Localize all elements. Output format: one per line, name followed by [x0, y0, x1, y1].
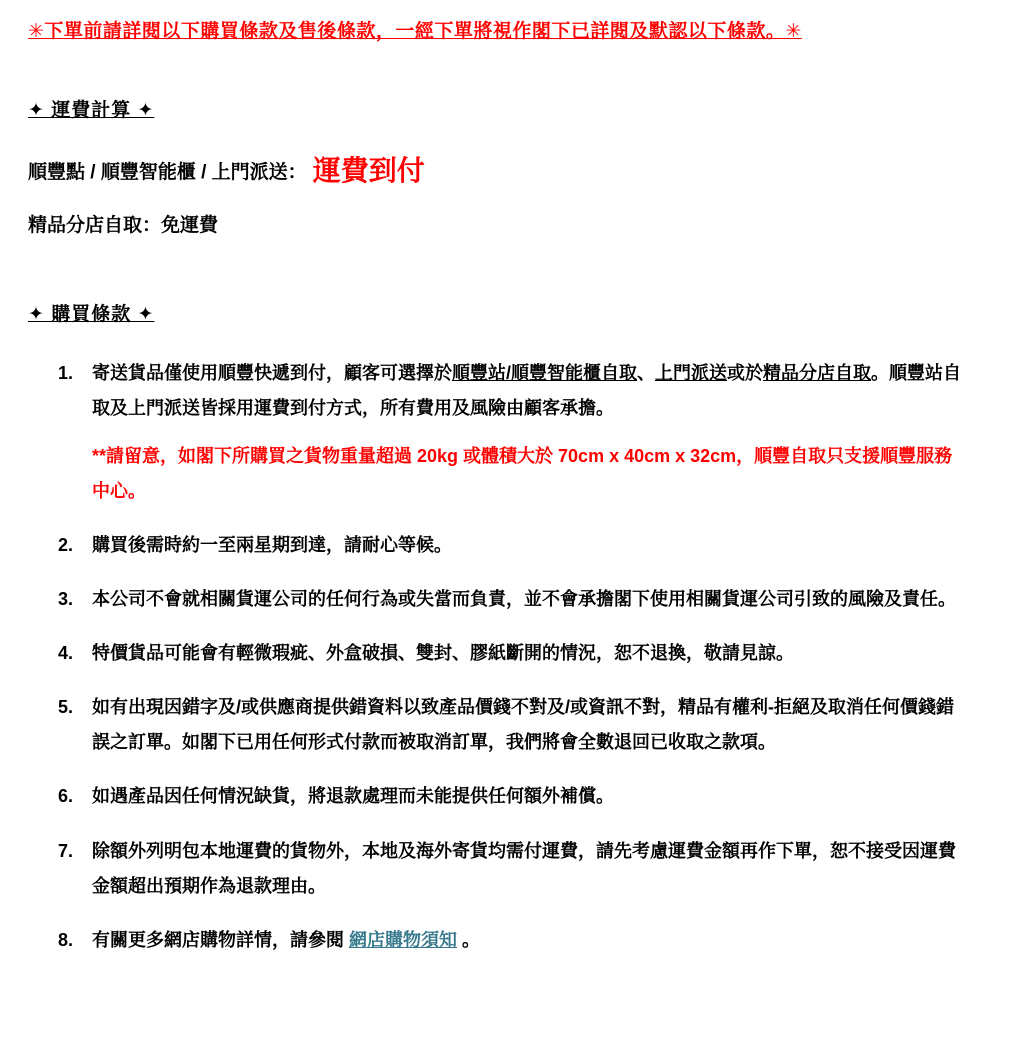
- term1-seg3: 、: [637, 362, 655, 383]
- freight-collect-highlight: 運費到付: [312, 155, 425, 186]
- term-item-delivery-time: 購買後需時約一至兩星期到達，請耐心等候。: [92, 534, 452, 555]
- term1-seg7: 。順豐站自取及上門派送皆採用運費到付方式，所有費用及風險由顧客承擔。: [92, 362, 961, 418]
- term8-suffix: 。: [457, 929, 481, 950]
- term-item-more-info: [58, 923, 968, 958]
- term1-store-pickup-underline: 精品分店自取: [763, 362, 871, 383]
- term1-seg1: 寄送貨品僅使用順豐快遞到付，顧客可選擇於: [92, 362, 452, 383]
- term-item-courier-liability: 本公司不會就相關貨運公司的任何行為或失當而負責，並不會承擔閣下使用相關貨運公司引致的風險及責任。: [92, 589, 956, 610]
- term1-seg5: 或於: [727, 362, 763, 383]
- term-item-discounted-goods: 特價貨品可能會有輕微瑕疵、外盒破損、雙封、膠紙斷開的情況，恕不退換，敬請見諒。: [92, 643, 794, 664]
- term1-sf-pickup-underline: 順豐站/順豐智能櫃自取: [452, 362, 637, 383]
- weight-limit-warning: **請留意，如閣下所購買之貨物重量超過 20kg 或體積大於 70cm x 40cm x 32cm，順豐自取只支援順豐服務中心。: [92, 445, 953, 501]
- store-pickup-line: 精品分店自取：免運費: [28, 214, 219, 236]
- shop-guide-link[interactable]: 網店購物須知: [349, 929, 457, 950]
- terms-list: [58, 356, 998, 958]
- term-item-out-of-stock: 如遇產品因任何情況缺貨，將退款處理而未能提供任何額外補償。: [92, 786, 614, 807]
- term8-prefix: 有關更多網店購物詳情，請參閱: [92, 929, 349, 950]
- term-item-pricing-errors: 如有出現因錯字及/或供應商提供錯資料以致產品價錢不對及/或資訊不對，精品有權利-拒絕及取消任何價錢錯誤之訂單。如閣下已用任何形式付款而被取消訂單，我們將會全數退回已收取之款項。: [92, 697, 954, 753]
- term-item-shipping-fees: 除額外列明包本地運費的貨物外，本地及海外寄貨均需付運費，請先考慮運費金額再作下單，恕不接受因運費金額超出預期作為退款理由。: [92, 840, 956, 896]
- purchase-terms-heading: ✦ 購買條款 ✦: [28, 303, 155, 325]
- pre-order-notice: ✳下單前請詳閱以下購買條款及售後條款，一經下單將視作閣下已詳閱及默認以下條款。✳: [28, 21, 802, 42]
- shipping-methods-label: 順豐點 / 順豐智能櫃 / 上門派送：: [28, 162, 307, 184]
- shipping-calc-heading: ✦ 運費計算 ✦: [28, 100, 155, 121]
- term-item-shipping: [58, 356, 968, 509]
- shipping-methods-line: [28, 154, 998, 188]
- term1-door-delivery-underline: 上門派送: [655, 362, 727, 383]
